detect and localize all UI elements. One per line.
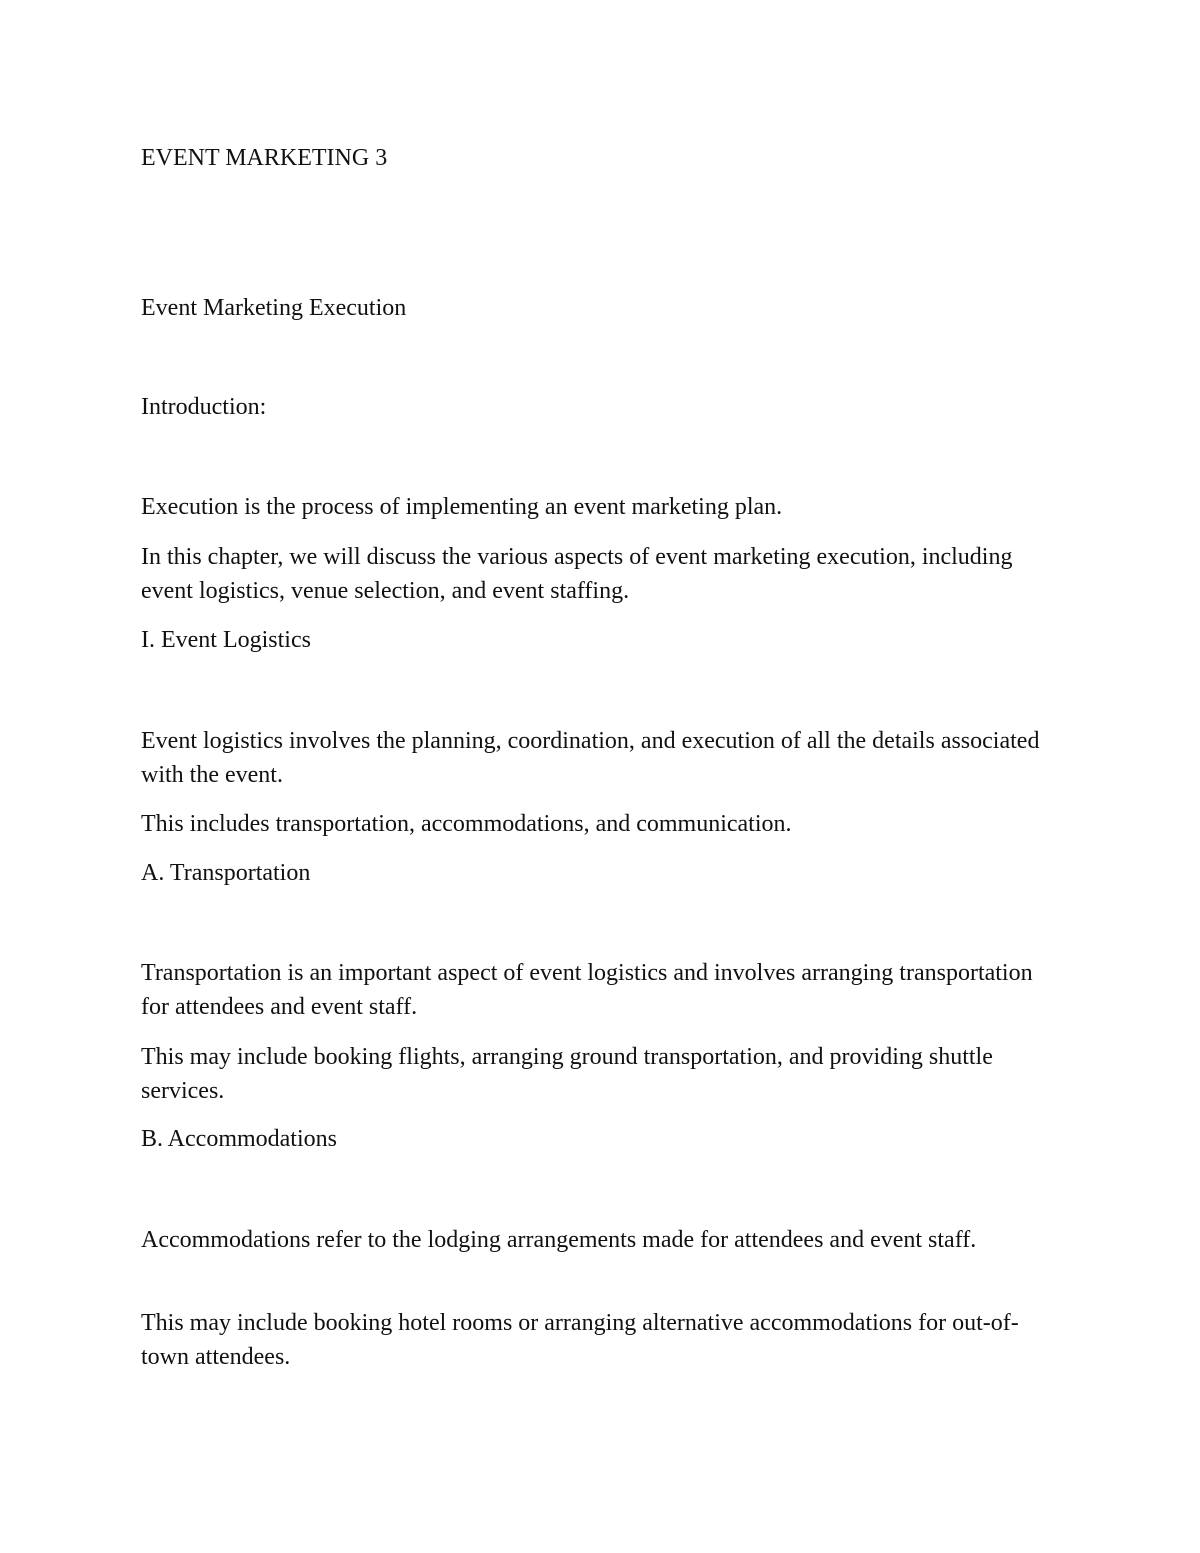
- subsection-heading-accommodations: B. Accommodations: [141, 1126, 337, 1152]
- transportation-paragraph-2: This may include booking flights, arranging ground transportation, and providing shuttle services.: [141, 1044, 993, 1104]
- event-logistics-paragraph-2: This includes transportation, accommodations, and communication.: [141, 811, 792, 837]
- subsection-heading-transportation: A. Transportation: [141, 860, 311, 886]
- intro-paragraph-2: In this chapter, we will discuss the various aspects of event marketing execution, including event logistics, venue selection, and event staffing.: [141, 544, 1013, 604]
- running-head: EVENT MARKETING 3: [141, 145, 388, 171]
- document-title: Event Marketing Execution: [141, 295, 407, 321]
- intro-paragraph-1: Execution is the process of implementing an event marketing plan.: [141, 494, 783, 520]
- transportation-paragraph-1: Transportation is an important aspect of event logistics and involves arranging transportation for attendees and event staff.: [141, 960, 1033, 1020]
- section-heading-event-logistics: I. Event Logistics: [141, 627, 311, 653]
- event-logistics-paragraph-1: Event logistics involves the planning, coordination, and execution of all the details associated with the event.: [141, 728, 1040, 788]
- intro-heading: Introduction:: [141, 394, 267, 420]
- accommodations-paragraph-2: This may include booking hotel rooms or arranging alternative accommodations for out-of-town attendees.: [141, 1310, 1019, 1370]
- accommodations-paragraph-1: Accommodations refer to the lodging arrangements made for attendees and event staff.: [141, 1227, 977, 1253]
